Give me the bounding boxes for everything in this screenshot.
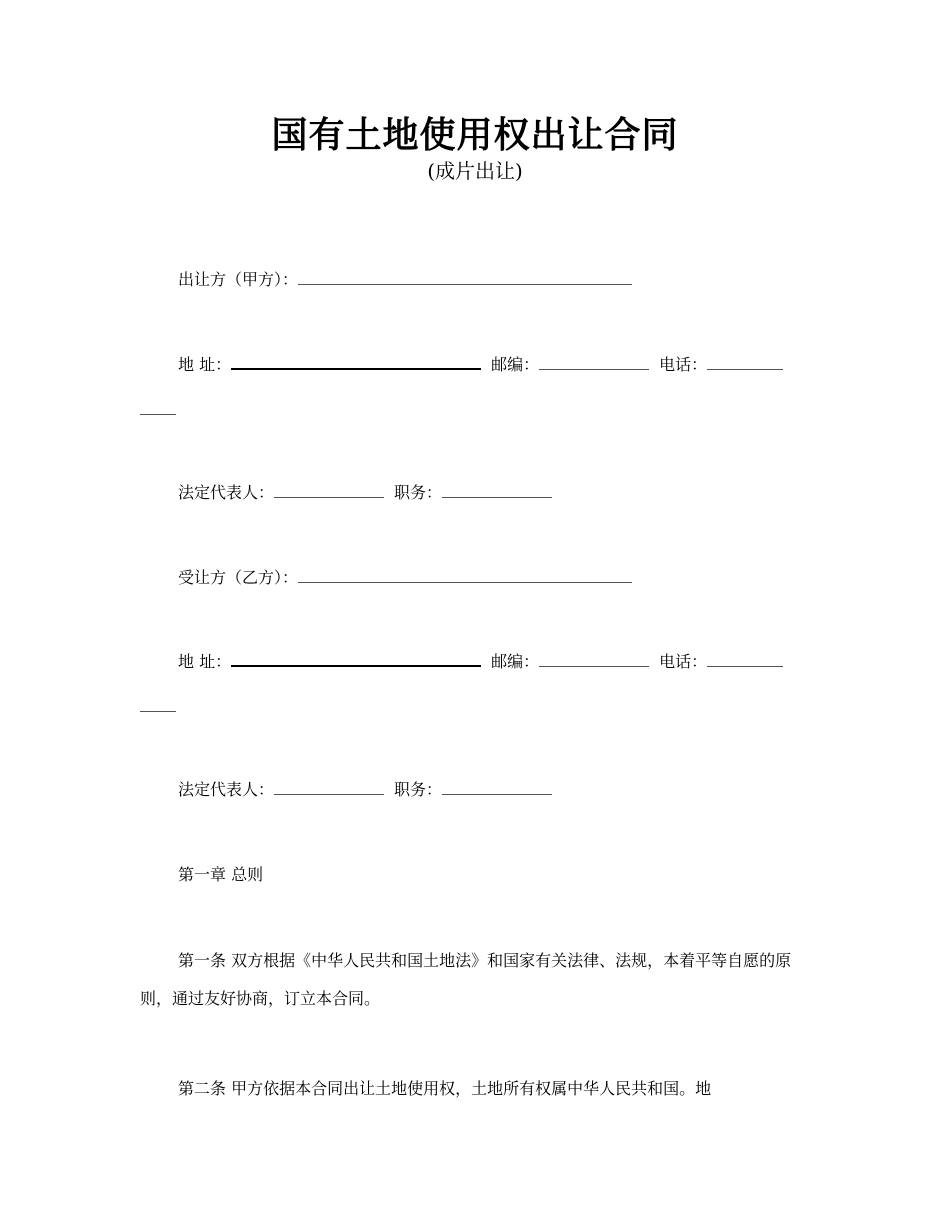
party-b-phone-field-cont[interactable] bbox=[140, 710, 176, 712]
party-a-line bbox=[178, 268, 632, 292]
party-a-name-field[interactable] bbox=[298, 283, 632, 285]
party-a-postcode-label: 邮编： bbox=[491, 355, 540, 374]
party-b-postcode-field[interactable] bbox=[539, 665, 649, 667]
party-a-address-line bbox=[178, 353, 783, 377]
party-a-phone-continuation bbox=[140, 398, 176, 422]
party-b-phone-field[interactable] bbox=[707, 665, 783, 667]
article-2 bbox=[140, 1070, 810, 1108]
party-a-rep-line bbox=[178, 481, 552, 505]
party-b-phone-continuation bbox=[140, 695, 176, 719]
chapter-heading: 第一章 总则 bbox=[178, 865, 264, 884]
party-a-position-label: 职务： bbox=[394, 483, 443, 502]
party-b-address-field[interactable] bbox=[231, 664, 481, 667]
party-a-label: 出让方（甲方）： bbox=[178, 270, 299, 289]
party-a-postcode-field[interactable] bbox=[539, 368, 649, 370]
article-1-text: 第一条 双方根据《中华人民共和国土地法》和国家有关法律、法规，本着平等自愿的原则，通过友好协商，订立本合同。 bbox=[140, 951, 792, 1008]
party-b-phone-label: 电话： bbox=[659, 652, 708, 671]
party-a-address-field[interactable] bbox=[231, 367, 481, 370]
party-a-rep-field[interactable] bbox=[274, 496, 384, 498]
party-b-position-label: 职务： bbox=[394, 780, 443, 799]
party-b-address-line bbox=[178, 650, 783, 674]
document-subtitle: (成片出让) bbox=[427, 159, 523, 183]
party-a-phone-label: 电话： bbox=[659, 355, 708, 374]
document-title: 国有土地使用权出让合同 bbox=[271, 115, 679, 156]
party-a-rep-label: 法定代表人： bbox=[178, 483, 275, 502]
party-a-position-field[interactable] bbox=[442, 496, 552, 498]
article-2-text: 第二条 甲方依据本合同出让土地使用权，土地所有权属中华人民共和国。地 bbox=[178, 1079, 712, 1098]
party-b-address-label: 地 址： bbox=[178, 652, 232, 671]
party-b-line bbox=[178, 566, 632, 590]
party-b-label: 受让方（乙方）： bbox=[178, 568, 299, 587]
party-b-rep-line bbox=[178, 778, 552, 802]
party-a-phone-field[interactable] bbox=[707, 368, 783, 370]
party-b-postcode-label: 邮编： bbox=[491, 652, 540, 671]
party-a-address-label: 地 址： bbox=[178, 355, 232, 374]
party-a-phone-field-cont[interactable] bbox=[140, 413, 176, 415]
party-b-rep-label: 法定代表人： bbox=[178, 780, 275, 799]
party-b-name-field[interactable] bbox=[298, 581, 632, 583]
party-b-rep-field[interactable] bbox=[274, 793, 384, 795]
article-1 bbox=[140, 942, 810, 1018]
party-b-position-field[interactable] bbox=[442, 793, 552, 795]
